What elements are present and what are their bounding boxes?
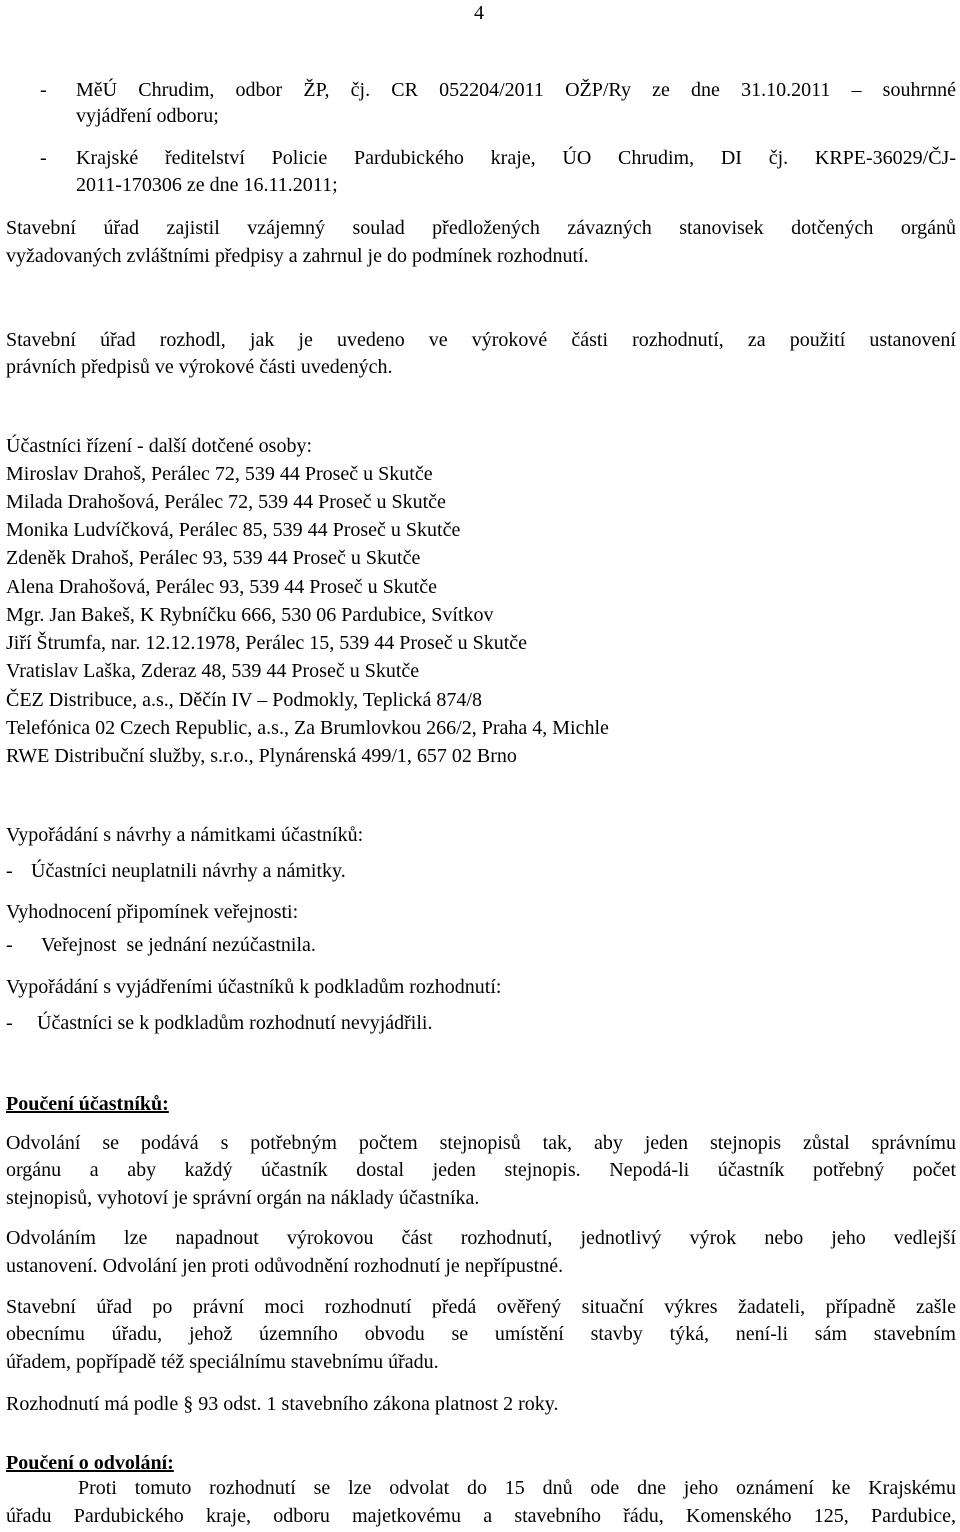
paragraph-line: Rozhodnutí má podle § 93 odst. 1 stavebního zákona platnost 2 roky. <box>6 1393 559 1415</box>
paragraph-line: Odvolání se podává s potřebným počtem stejnopisů tak, aby jeden stejnopis zůstal správnímu <box>6 1132 956 1154</box>
intro-item-line: MěÚ Chrudim, odbor ŽP, čj. CR 052204/2011 OŽP/Ry ze dne 31.10.2011 – souhrnné <box>76 79 956 101</box>
section-heading: Vypořádání s návrhy a námitkami účastníků: <box>6 824 364 846</box>
paragraph-line: Odvoláním lze napadnout výrokovou část rozhodnutí, jednotlivý výrok nebo jeho vedlejší <box>6 1227 956 1249</box>
page-number: 4 <box>474 2 484 24</box>
participant-entry: Mgr. Jan Bakeš, K Rybníčku 666, 530 06 Pardubice, Svítkov <box>6 604 494 626</box>
participant-entry: Vratislav Laška, Zderaz 48, 539 44 Proseč u Skutče <box>6 660 420 682</box>
participants-heading: Účastníci řízení - další dotčené osoby: <box>6 435 313 457</box>
section-heading: Vypořádání s vyjádřeními účastníků k podkladům rozhodnutí: <box>6 976 502 998</box>
participant-entry: Monika Ludvíčková, Perálec 85, 539 44 Proseč u Skutče <box>6 519 461 541</box>
intro-item-dash: - <box>40 147 47 169</box>
list-text: Účastníci neuplatnili návrhy a námitky. <box>31 860 346 882</box>
intro-item-line: vyjádření odboru; <box>76 105 219 127</box>
list-dash: - <box>6 860 13 882</box>
paragraph-line: obecnímu úřadu, jehož územního obvodu se umístění stavby týká, není-li sám stavebním <box>6 1323 956 1345</box>
paragraph-line: úřadu Pardubického kraje, odboru majetkovému a stavebního řádu, Komenského 125, Pardubice, <box>6 1505 956 1527</box>
list-text: Veřejnost se jednání nezúčastnila. <box>41 934 316 956</box>
section-heading-bold: Poučení o odvolání: <box>6 1452 174 1474</box>
paragraph-line: právních předpisů ve výrokové části uvedených. <box>6 356 393 378</box>
paragraph-line: vyžadovaných zvláštními předpisy a zahrnul je do podmínek rozhodnutí. <box>6 245 589 267</box>
section-heading-bold: Poučení účastníků: <box>6 1093 169 1115</box>
paragraph-line: Stavební úřad zajistil vzájemný soulad předložených závazných stanovisek dotčených orgánů <box>6 217 956 239</box>
participant-entry: Jiří Štrumfa, nar. 12.12.1978, Perálec 15, 539 44 Proseč u Skutče <box>6 632 528 654</box>
paragraph-line: úřadem, popřípadě též speciálnímu stavebnímu úřadu. <box>6 1351 439 1373</box>
paragraph-line: stejnopisů, vyhotoví je správní orgán na náklady účastníka. <box>6 1187 480 1209</box>
participant-entry: Zdeněk Drahoš, Perálec 93, 539 44 Proseč u Skutče <box>6 547 421 569</box>
paragraph-line: Stavební úřad po právní moci rozhodnutí předá ověřený situační výkres žadateli, případně zašle <box>6 1296 956 1318</box>
participant-entry: Miroslav Drahoš, Perálec 72, 539 44 Proseč u Skutče <box>6 463 433 485</box>
participant-entry: ČEZ Distribuce, a.s., Děčín IV – Podmokly, Teplická 874/8 <box>6 689 482 711</box>
list-dash: - <box>6 934 13 956</box>
list-text: Účastníci se k podkladům rozhodnutí nevyjádřili. <box>37 1012 433 1034</box>
intro-item-line: 2011-170306 ze dne 16.11.2011; <box>76 174 338 196</box>
paragraph-line: Proti tomuto rozhodnutí se lze odvolat do 15 dnů ode dne jeho oznámení ke Krajskému <box>78 1477 956 1499</box>
participant-entry: Telefónica 02 Czech Republic, a.s., Za Brumlovkou 266/2, Praha 4, Michle <box>6 717 609 739</box>
participant-entry: RWE Distribuční služby, s.r.o., Plynárenská 499/1, 657 02 Brno <box>6 745 517 767</box>
paragraph-line: orgánu a aby každý účastník dostal jeden stejnopis. Nepodá-li účastník potřebný počet <box>6 1159 956 1181</box>
participant-entry: Alena Drahošová, Perálec 93, 539 44 Proseč u Skutče <box>6 576 437 598</box>
participant-entry: Milada Drahošová, Perálec 72, 539 44 Proseč u Skutče <box>6 491 446 513</box>
section-heading: Vyhodnocení připomínek veřejnosti: <box>6 901 299 923</box>
paragraph-line: ustanovení. Odvolání jen proti odůvodnění rozhodnutí je nepřípustné. <box>6 1255 564 1277</box>
paragraph-line: Stavební úřad rozhodl, jak je uvedeno ve výrokové části rozhodnutí, za použití ustanovení <box>6 329 956 351</box>
intro-item-dash: - <box>40 79 47 101</box>
intro-item-line: Krajské ředitelství Policie Pardubického kraje, ÚO Chrudim, DI čj. KRPE-36029/ČJ- <box>76 147 956 169</box>
list-dash: - <box>6 1012 13 1034</box>
